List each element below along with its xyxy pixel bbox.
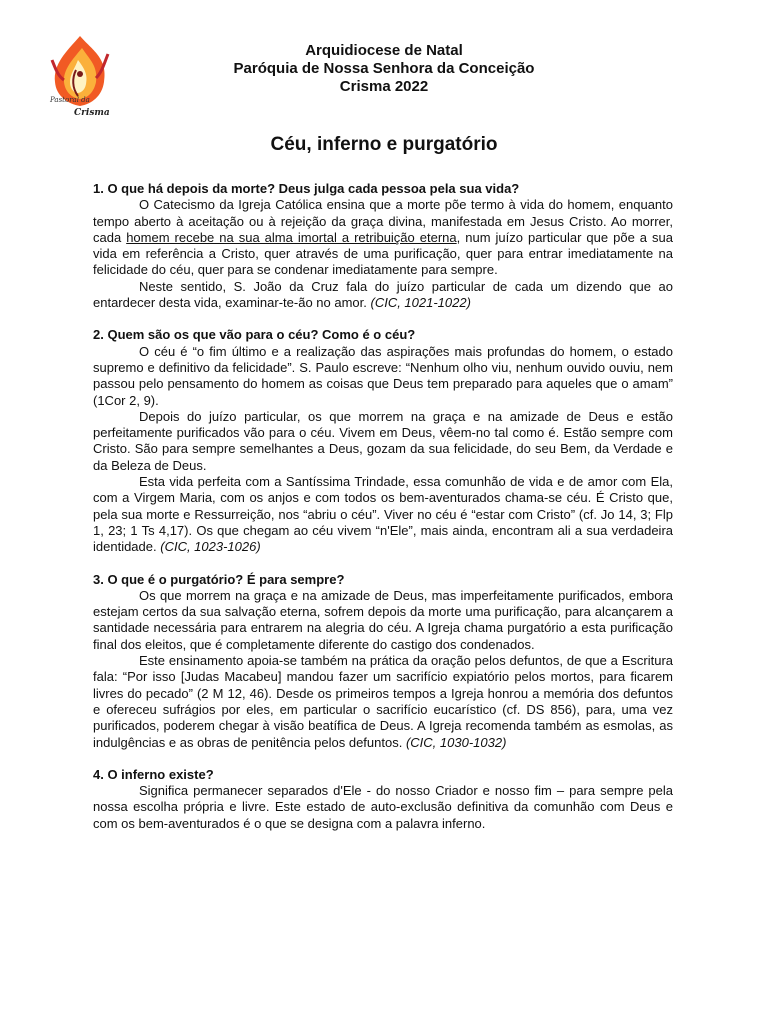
page-title: Céu, inferno e purgatório xyxy=(270,134,498,155)
section-1-heading: 1. O que há depois da morte? Deus julga cada pessoa pela sua vida? xyxy=(93,181,520,196)
section-4 xyxy=(93,767,673,832)
s1-p1-underlined: homem recebe na sua alma imortal a retribuição eterna xyxy=(126,229,457,245)
section-1-paragraph-2 xyxy=(93,279,673,312)
section-3 xyxy=(93,572,673,751)
s2-citation: (CIC, 1023-1026) xyxy=(160,539,261,555)
section-4-heading: 4. O inferno existe? xyxy=(93,766,214,782)
section-2-heading: 2. Quem são os que vão para o céu? Como é o céu? xyxy=(93,327,416,343)
s1-p1-text-a: O Catecismo da Igreja Católica ensina que a morte põe termo à vida do homem, enquanto tempo aberto à aceitação ou à rejeição da graça divina, manifestada em Jesus Cristo. Ao morrer, cada xyxy=(93,197,673,245)
header-course: Crisma 2022 xyxy=(339,78,429,95)
section-2-paragraph-3 xyxy=(93,474,673,555)
logo-caption-pastoral: Pastoral da xyxy=(50,96,90,104)
section-3-paragraph-2 xyxy=(93,653,673,751)
s1-p1-text-b: , num juízo particular que põe a sua vida em referência a Cristo, quer através de uma purificação, quer para entrar imediatamente na felicidade do céu, quer para se condenar imediatamente para sempre. xyxy=(93,229,673,278)
section-2-paragraph-2: Depois do juízo particular, os que morrem na graça e na amizade de Deus e estão perfeitamente purificados vão para o céu. Vivem em Deus, vêem-no tal como é. Estão sempre com Cristo. São para sempre semelhantes a Deus, gozam da sua felicidade, do seu Bem, da Verdade e da Beleza de Deus. xyxy=(93,408,673,473)
section-2 xyxy=(93,327,673,555)
document-body xyxy=(93,181,673,848)
header-parish: Paróquia de Nossa Senhora da Conceição xyxy=(233,60,535,77)
s2-p3-text: Esta vida perfeita com a Santíssima Trindade, essa comunhão de vida e de amor com Ela, com a Virgem Maria, com os anjos e com todos os bem-aventurados chama-se céu. É Cristo que, pela sua morte e Ressurreição, nos “abriu o céu”. Viver no céu é “estar com Cristo” (cf. Jo 14, 3; Flp 1, 23; 1 Ts 4,17). Os que chegam ao céu vivem “n'Ele”, mais ainda, encontram ali a sua verdadeira identidade. xyxy=(93,474,673,555)
section-1-paragraph-1 xyxy=(93,197,673,278)
s3-citation: (CIC, 1030-1032) xyxy=(405,734,507,750)
header-archdiocese: Arquidiocese de Natal xyxy=(305,42,463,59)
section-1 xyxy=(93,181,673,311)
s1-citation: (CIC, 1021-1022) xyxy=(370,295,471,311)
section-3-heading: 3. O que é o purgatório? É para sempre? xyxy=(93,571,345,587)
document-header xyxy=(180,42,588,96)
section-2-paragraph-1: O céu é “o fim último e a realização das aspirações mais profundas do homem, o estado supremo e definitivo da felicidade”. S. Paulo escreve: “Nenhum olho viu, nenhum ouvido ouviu, nem passou pelo pensamento do homem as coisas que Deus tem preparado para aqueles que o amam” (1Cor 2, 9). xyxy=(93,343,673,408)
section-4-paragraph-1: Significa permanecer separados d'Ele - do nosso Criador e nosso fim – para sempre pela nossa escolha própria e livre. Este estado de auto-exclusão definitiva da comunhão com Deus e com os bem-aventurados é o que se designa com a palavra inferno. xyxy=(93,783,673,831)
s3-p2-text: Este ensinamento apoia-se também na prática da oração pelos defuntos, de que a Escritura fala: “Por isso [Judas Macabeu] mandou fazer um sacrifício expiatório pelos mortos, para ficarem livres do pecado” (2 M 12, 46). Desde os primeiros tempos a Igreja honrou a memória dos defuntos e ofereceu sufrágios por eles, em particular o sacrifício eucarístico (cf. DS 856), para, uma vez purificados, poderem chegar à visão beatífica de Deus. A Igreja recomenda também as esmolas, as indulgências e as obras de penitência pelos defuntos. xyxy=(93,653,673,750)
section-3-paragraph-1: Os que morrem na graça e na amizade de Deus, mas imperfeitamente purificados, embora estejam certos da sua salvação eterna, sofrem depois da morte uma purificação, para alcançarem a santidade necessária para entrarem na alegria do céu. A Igreja chama purgatório a esta purificação final dos eleitos, que é completamente diferente do castigo dos condenados. xyxy=(93,587,673,652)
logo-caption-crisma: Crisma xyxy=(74,108,110,118)
s1-p2-text: Neste sentido, S. João da Cruz fala do juízo particular de cada um dizendo que ao entardecer desta vida, examinar-te-ão no amor. xyxy=(93,278,673,311)
